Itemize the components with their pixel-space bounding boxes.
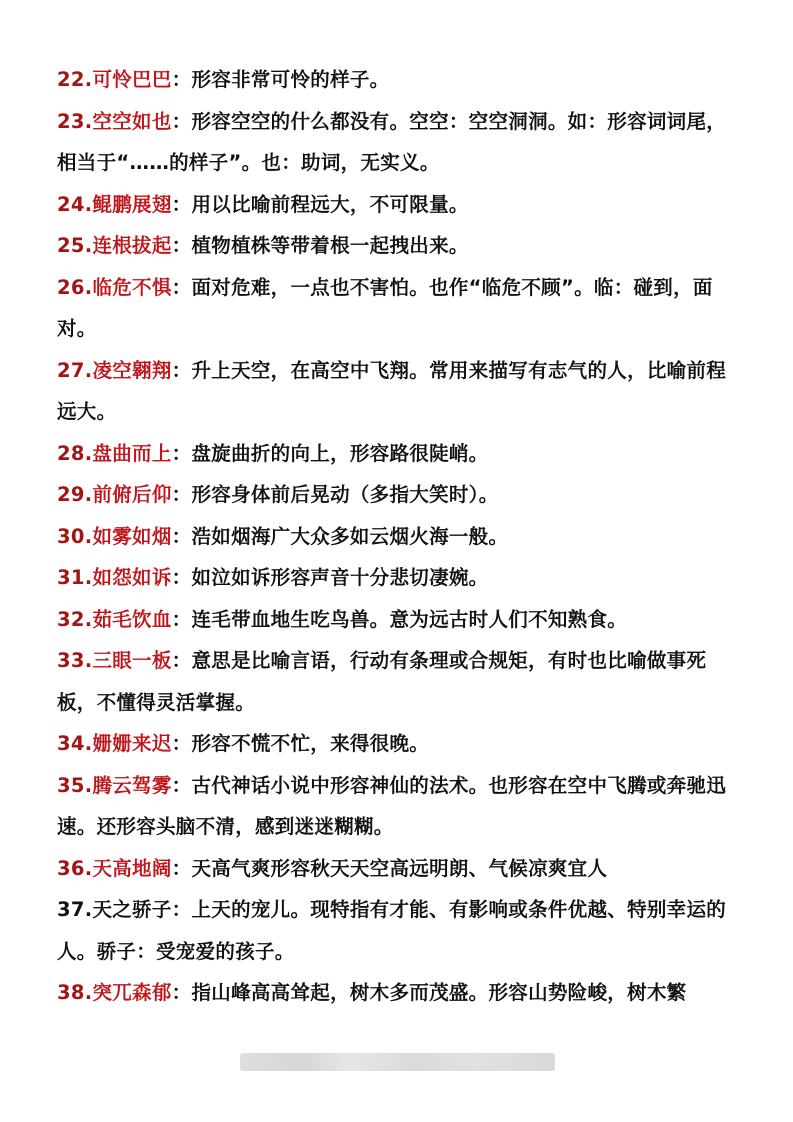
entry-number: 26. — [57, 275, 93, 299]
entry-number: 33. — [57, 649, 93, 672]
idiom-entry — [57, 889, 737, 972]
idiom-entry — [57, 267, 737, 350]
term-separator: ： — [171, 856, 192, 880]
term-separator: ： — [171, 773, 192, 797]
idiom-term: 姗姗来迟 — [92, 732, 172, 755]
idiom-entry — [57, 101, 737, 184]
idiom-entry — [57, 184, 737, 226]
entry-number: 30. — [57, 524, 93, 548]
idiom-definition: 浩如烟海广大众多如云烟火海一般。 — [191, 524, 509, 548]
idiom-entry — [57, 225, 737, 267]
idiom-entry — [57, 59, 737, 101]
term-separator: ： — [171, 275, 192, 299]
idiom-definition: 如泣如诉形容声音十分悲切凄婉。 — [191, 566, 489, 589]
entry-number: 24. — [57, 192, 93, 216]
idiom-definition: 升上天空，在高空中飞翔。常用来描写有志气的人，比喻前程远大。 — [57, 358, 727, 423]
idiom-definition: 盘旋曲折的向上，形容路很陡峭。 — [191, 441, 489, 465]
entry-number: 34. — [57, 732, 93, 755]
entry-number: 31. — [57, 566, 93, 589]
entry-number: 23. — [57, 109, 93, 133]
idiom-term: 盘曲而上 — [92, 441, 172, 465]
entry-number: 25. — [57, 234, 93, 257]
idiom-term: 天高地阔 — [92, 856, 172, 880]
idiom-entry — [57, 433, 737, 475]
idiom-entry — [57, 599, 737, 641]
idiom-term: 三眼一板 — [92, 649, 172, 672]
entry-number: 29. — [57, 483, 93, 506]
idiom-entry — [57, 723, 737, 765]
idiom-term: 茹毛饮血 — [92, 607, 172, 631]
idiom-definition: 面对危难，一点也不害怕。也作“临危不顾”。临：碰到，面对。 — [57, 275, 713, 340]
idiom-term: 凌空翱翔 — [92, 358, 172, 382]
entry-number: 28. — [57, 441, 93, 465]
idiom-term: 鲲鹏展翅 — [92, 192, 172, 216]
idiom-term: 如怨如诉 — [92, 566, 172, 589]
entry-number: 37. — [57, 898, 93, 921]
term-separator: ： — [171, 524, 192, 548]
idiom-entry — [57, 516, 737, 558]
idiom-entry — [57, 765, 737, 848]
idiom-definition: 意思是比喻言语，行动有条理或合规矩，有时也比喻做事死板，不懂得灵活掌握。 — [57, 649, 707, 714]
idiom-definition: 形容不慌不忙，来得很晚。 — [191, 732, 430, 755]
idiom-term: 可怜巴巴 — [92, 68, 172, 91]
term-separator: ： — [171, 981, 192, 1004]
idiom-list — [57, 59, 737, 1027]
term-separator: ： — [171, 358, 192, 382]
idiom-term: 临危不惧 — [92, 275, 172, 299]
blurred-footer-watermark — [240, 1053, 555, 1071]
idiom-entry — [57, 640, 737, 723]
idiom-term: 突兀森郁 — [92, 981, 172, 1004]
entry-number: 36. — [57, 856, 93, 880]
idiom-definition: 连毛带血地生吃鸟兽。意为远古时人们不知熟食。 — [191, 607, 628, 631]
idiom-term: 空空如也 — [92, 109, 172, 133]
term-separator: ： — [171, 607, 192, 631]
term-separator: ： — [171, 234, 192, 257]
term-separator: ： — [171, 68, 192, 91]
idiom-definition: 上天的宠儿。现特指有才能、有影响或条件优越、特别幸运的人。骄子：受宠爱的孩子。 — [57, 898, 727, 963]
idiom-definition: 形容空空的什么都没有。空空：空空洞洞。如：形容词词尾，相当于“……的样子”。也：助词，无实义。 — [57, 109, 727, 174]
idiom-entry — [57, 972, 737, 1014]
idiom-term: 天之骄子 — [92, 898, 172, 921]
entry-number: 27. — [57, 358, 93, 382]
term-separator: ： — [171, 898, 192, 921]
idiom-entry — [57, 350, 737, 433]
term-separator: ： — [171, 109, 192, 133]
term-separator: ： — [171, 566, 192, 589]
idiom-entry — [57, 848, 737, 890]
idiom-definition: 形容身体前后晃动（多指大笑时）。 — [191, 483, 499, 506]
entry-number: 22. — [57, 68, 93, 91]
idiom-definition: 古代神话小说中形容神仙的法术。也形容在空中飞腾或奔驰迅速。还形容头脑不清，感到迷迷糊糊。 — [57, 773, 727, 838]
idiom-entry — [57, 474, 737, 516]
term-separator: ： — [171, 192, 192, 216]
term-separator: ： — [171, 732, 192, 755]
idiom-term: 连根拔起 — [92, 234, 172, 257]
idiom-definition: 形容非常可怜的样子。 — [191, 68, 390, 91]
idiom-entry — [57, 557, 737, 599]
term-separator: ： — [171, 649, 192, 672]
idiom-definition: 指山峰高高耸起，树木多而茂盛。形容山势险峻，树木繁 — [191, 981, 687, 1004]
idiom-term: 前俯后仰 — [92, 483, 172, 506]
idiom-term: 腾云驾雾 — [92, 773, 172, 797]
term-separator: ： — [171, 483, 192, 506]
idiom-definition: 用以比喻前程远大，不可限量。 — [191, 192, 469, 216]
term-separator: ： — [171, 441, 192, 465]
idiom-definition: 天高气爽形容秋天天空高远明朗、气候凉爽宜人 — [191, 856, 608, 880]
idiom-definition: 植物植株等带着根一起拽出来。 — [191, 234, 469, 257]
idiom-term: 如雾如烟 — [92, 524, 172, 548]
entry-number: 35. — [57, 773, 93, 797]
entry-number: 38. — [57, 981, 93, 1004]
entry-number: 32. — [57, 607, 93, 631]
